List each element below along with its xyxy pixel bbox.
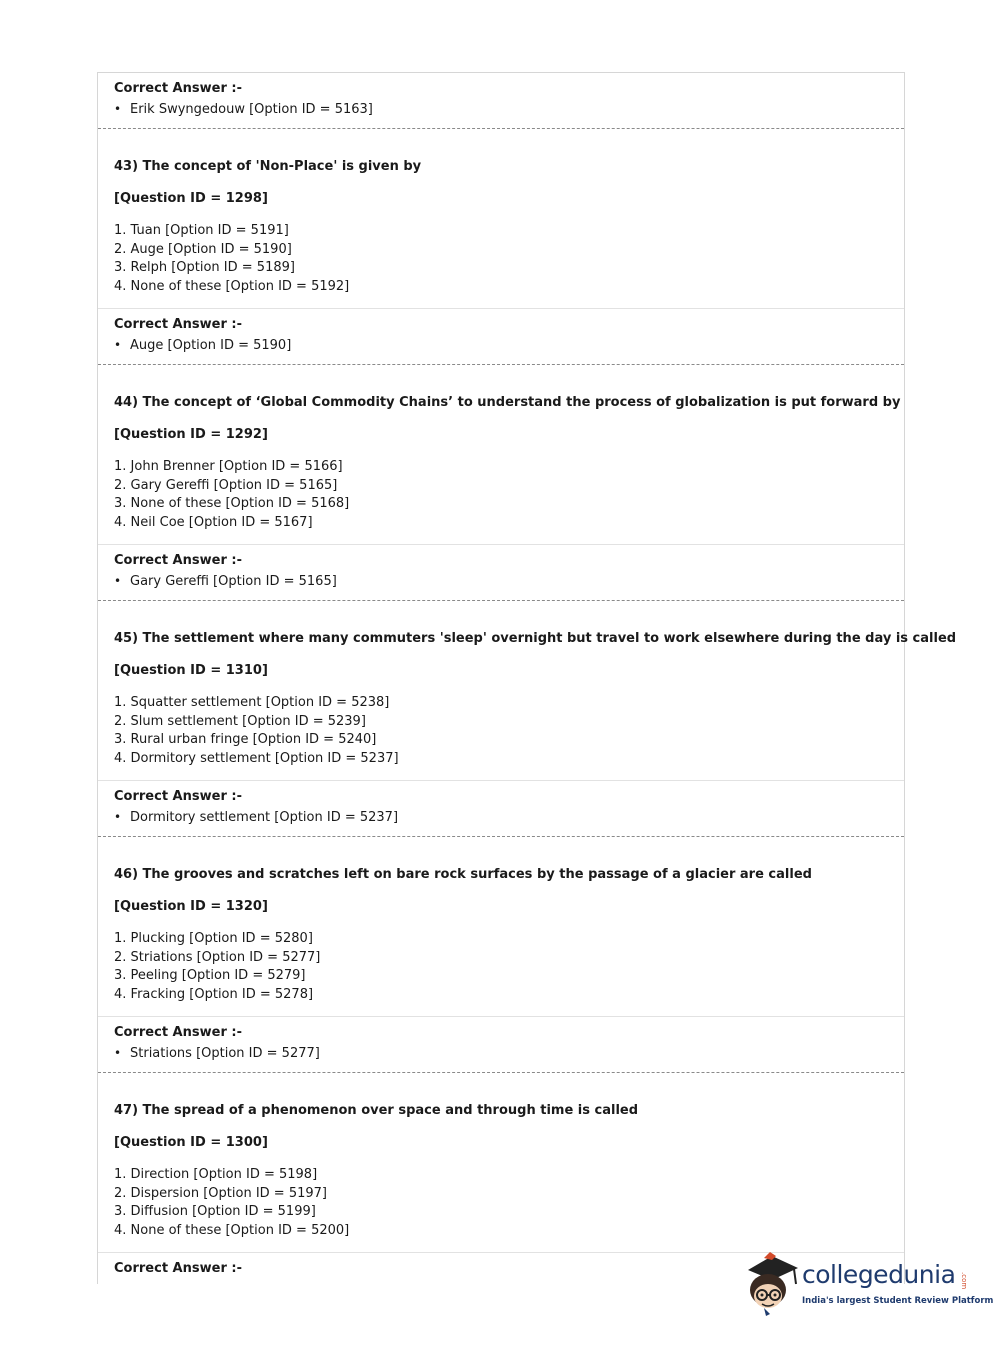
mascot-icon: [742, 1250, 802, 1316]
question-id: [Question ID = 1298]: [114, 191, 268, 206]
answer-divider: [98, 308, 904, 309]
question-separator: [98, 364, 904, 365]
correct-answer-value: • Gary Gereffi [Option ID = 5165]: [114, 574, 337, 589]
question-option: 1. John Brenner [Option ID = 5166]: [114, 459, 343, 474]
question-option: 2. Auge [Option ID = 5190]: [114, 242, 292, 257]
question-title: 46) The grooves and scratches left on bare rock surfaces by the passage of a glacier are called: [114, 867, 812, 882]
correct-answer-value: • Auge [Option ID = 5190]: [114, 338, 291, 353]
correct-answer-value: • Dormitory settlement [Option ID = 5237]: [114, 810, 398, 825]
question-id: [Question ID = 1300]: [114, 1135, 268, 1150]
logo-wordmark: collegedunia: [802, 1260, 956, 1289]
correct-answer-value: • Striations [Option ID = 5277]: [114, 1046, 320, 1061]
correct-answer-label: Correct Answer :-: [114, 81, 242, 96]
question-option: 4. Neil Coe [Option ID = 5167]: [114, 515, 313, 530]
question-title: 43) The concept of 'Non-Place' is given by: [114, 159, 422, 174]
correct-answer-label: Correct Answer :-: [114, 789, 242, 804]
question-option: 3. Rural urban fringe [Option ID = 5240]: [114, 732, 377, 747]
question-option: 3. None of these [Option ID = 5168]: [114, 496, 350, 511]
question-option: 1. Squatter settlement [Option ID = 5238]: [114, 695, 390, 710]
answer-divider: [98, 544, 904, 545]
exam-page-frame: [97, 72, 957, 1284]
logo-suffix: .com: [960, 1272, 968, 1290]
question-option: 2. Dispersion [Option ID = 5197]: [114, 1186, 327, 1201]
question-separator: [98, 128, 904, 129]
collegedunia-logo[interactable]: [742, 1250, 994, 1316]
question-option: 3. Relph [Option ID = 5189]: [114, 260, 295, 275]
correct-answer-value: • Erik Swyngedouw [Option ID = 5163]: [114, 102, 373, 117]
question-title: 45) The settlement where many commuters 'sleep' overnight but travel to work elsewhere during the day is called: [114, 631, 957, 646]
question-option: 3. Diffusion [Option ID = 5199]: [114, 1204, 316, 1219]
correct-answer-label: Correct Answer :-: [114, 553, 242, 568]
question-option: 2. Slum settlement [Option ID = 5239]: [114, 714, 366, 729]
question-option: 4. Fracking [Option ID = 5278]: [114, 987, 314, 1002]
question-separator: [98, 836, 904, 837]
correct-answer-label: Correct Answer :-: [114, 317, 242, 332]
question-separator: [98, 1072, 904, 1073]
logo-tagline: India's largest Student Review Platform: [802, 1296, 994, 1306]
answer-divider: [98, 780, 904, 781]
question-id: [Question ID = 1292]: [114, 427, 268, 442]
question-option: 3. Peeling [Option ID = 5279]: [114, 968, 306, 983]
question-option: 1. Tuan [Option ID = 5191]: [114, 223, 289, 238]
question-title: 44) The concept of ‘Global Commodity Chains’ to understand the process of globalization is put forward by: [114, 395, 901, 410]
question-option: 1. Plucking [Option ID = 5280]: [114, 931, 313, 946]
question-id: [Question ID = 1320]: [114, 899, 268, 914]
answer-divider: [98, 1016, 904, 1017]
question-option: 4. None of these [Option ID = 5192]: [114, 279, 350, 294]
question-separator: [98, 600, 904, 601]
question-option: 2. Striations [Option ID = 5277]: [114, 950, 321, 965]
question-option: 1. Direction [Option ID = 5198]: [114, 1167, 318, 1182]
correct-answer-label: Correct Answer :-: [114, 1261, 242, 1276]
question-option: 2. Gary Gereffi [Option ID = 5165]: [114, 478, 338, 493]
question-title: 47) The spread of a phenomenon over space and through time is called: [114, 1103, 639, 1118]
question-option: 4. Dormitory settlement [Option ID = 5237]: [114, 751, 399, 766]
correct-answer-label: Correct Answer :-: [114, 1025, 242, 1040]
question-option: 4. None of these [Option ID = 5200]: [114, 1223, 350, 1238]
question-id: [Question ID = 1310]: [114, 663, 268, 678]
